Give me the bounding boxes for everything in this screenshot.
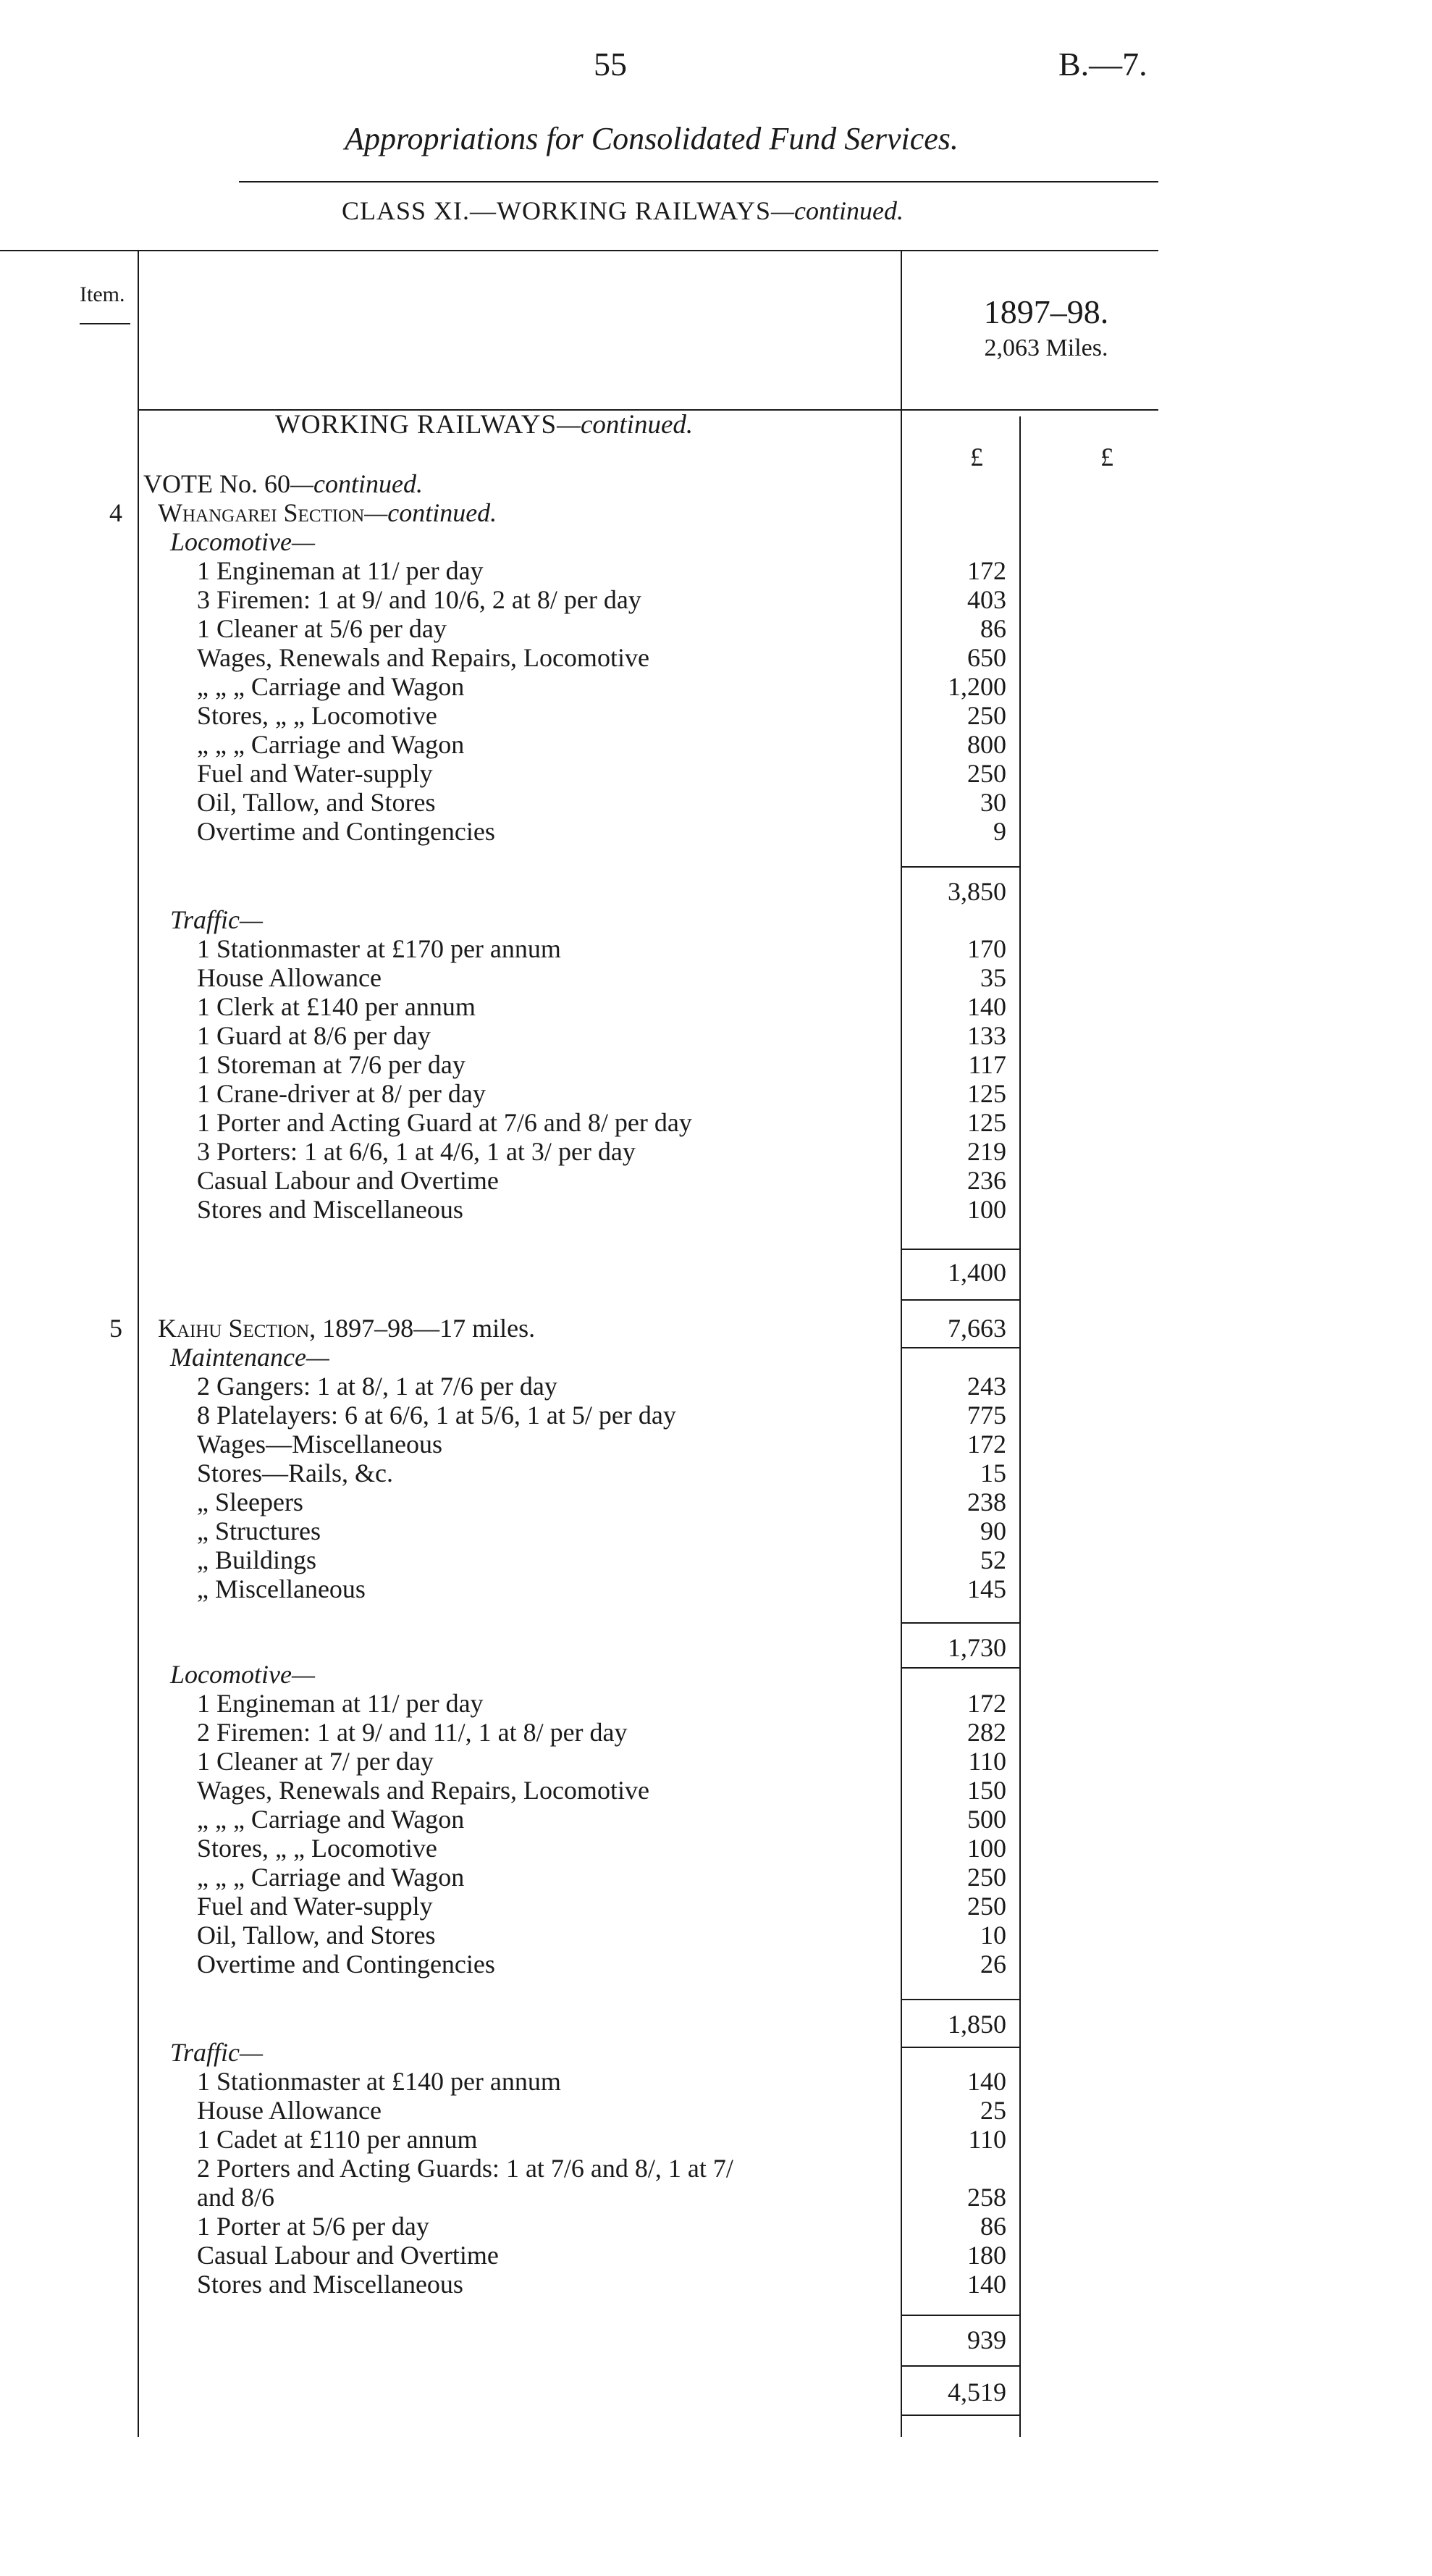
line-item — [0, 2183, 1432, 2212]
line-item-amount: 35 — [980, 963, 1006, 992]
line-item — [0, 1863, 1432, 1892]
whangarei-section-heading: 4 Whangarei Section—continued. — [0, 498, 1432, 527]
subtotal-rule — [902, 1249, 1019, 1250]
item-column-header: Item. — [80, 282, 125, 306]
line-item-amount: 117 — [968, 1050, 1006, 1079]
section-total: 7,663 — [948, 1314, 1006, 1343]
line-item-amount: 403 — [967, 585, 1006, 614]
line-item-label: Stores—Rails, &c. — [197, 1459, 393, 1488]
line-item — [0, 643, 1432, 672]
line-item-label: Oil, Tallow, and Stores — [197, 1921, 436, 1950]
line-item-label: „ Buildings — [197, 1545, 317, 1574]
line-item — [0, 934, 1432, 963]
line-item — [0, 2241, 1432, 2270]
line-item-label: „ „ „ Carriage and Wagon — [197, 672, 465, 701]
line-item — [0, 1834, 1432, 1863]
line-item-amount: 243 — [967, 1372, 1006, 1401]
subtotal-amount: 1,730 — [948, 1633, 1006, 1662]
line-item — [0, 1137, 1432, 1166]
line-item-label: 3 Porters: 1 at 6/6, 1 at 4/6, 1 at 3/ per day — [197, 1137, 636, 1166]
line-item-label: Wages, Renewals and Repairs, Locomotive — [197, 1776, 649, 1805]
subtotal-rule — [902, 2415, 1019, 2416]
line-item-amount: 9 — [993, 817, 1006, 846]
pound-sign-col1: £ — [970, 442, 983, 471]
line-item-amount: 250 — [967, 1863, 1006, 1892]
subtotal-rule — [902, 1622, 1019, 1624]
vote-line: VOTE No. 60—continued. — [143, 469, 423, 498]
kaihu-section-heading: 5 Kaihu Section, 1897–98—17 miles. 7,663 — [0, 1314, 1432, 1343]
line-item-label: Wages, Renewals and Repairs, Locomotive — [197, 643, 649, 672]
line-item-amount: 1,200 — [948, 672, 1006, 701]
line-item-amount: 250 — [967, 759, 1006, 788]
line-item-amount: 100 — [967, 1834, 1006, 1863]
line-item — [0, 2212, 1432, 2241]
line-item-label: 1 Porter at 5/6 per day — [197, 2212, 429, 2241]
line-item-amount: 650 — [967, 643, 1006, 672]
line-item-label: 1 Cadet at £110 per annum — [197, 2125, 478, 2154]
line-item — [0, 1166, 1432, 1195]
line-item-label: 1 Storeman at 7/6 per day — [197, 1050, 466, 1079]
line-item-amount: 172 — [967, 1430, 1006, 1459]
subtotal-rule — [902, 2365, 1019, 2367]
line-item-label: 3 Firemen: 1 at 9/ and 10/6, 2 at 8/ per day — [197, 585, 641, 614]
line-item-amount: 125 — [967, 1108, 1006, 1137]
line-item-amount: 170 — [967, 934, 1006, 963]
line-item-label: Overtime and Contingencies — [197, 1950, 495, 1979]
line-item — [0, 701, 1432, 730]
line-item-amount: 250 — [967, 1892, 1006, 1921]
line-item — [0, 1776, 1432, 1805]
line-item-label: 1 Cleaner at 7/ per day — [197, 1747, 434, 1776]
line-item — [0, 1892, 1432, 1921]
line-item — [0, 2154, 1432, 2183]
line-item — [0, 1689, 1432, 1718]
line-item-label: „ Miscellaneous — [197, 1574, 366, 1603]
line-item-amount: 238 — [967, 1488, 1006, 1516]
line-item — [0, 2125, 1432, 2154]
line-item — [0, 1079, 1432, 1108]
line-item-label: Casual Labour and Overtime — [197, 1166, 499, 1195]
line-item — [0, 788, 1432, 817]
line-item — [0, 614, 1432, 643]
line-item-amount: 180 — [967, 2241, 1006, 2270]
line-item-amount: 26 — [980, 1950, 1006, 1979]
line-item — [0, 1401, 1432, 1430]
year-column-header: 1897–98. — [983, 293, 1109, 330]
line-item-amount: 150 — [967, 1776, 1006, 1805]
class-heading: CLASS XI.—WORKING RAILWAYS—continued. — [341, 196, 904, 225]
subheading-maintenance: Maintenance— — [170, 1343, 329, 1372]
line-item-amount: 500 — [967, 1805, 1006, 1834]
line-item-amount: 172 — [967, 556, 1006, 585]
line-item-amount: 86 — [980, 614, 1006, 643]
subtotal-amount: 1,850 — [948, 2010, 1006, 2039]
line-item-label: 1 Clerk at £140 per annum — [197, 992, 476, 1021]
line-item-amount: 86 — [980, 2212, 1006, 2241]
pound-sign-col2: £ — [1100, 442, 1113, 471]
line-item-label: Oil, Tallow, and Stores — [197, 788, 436, 817]
page-number: 55 — [594, 46, 627, 83]
line-item — [0, 963, 1432, 992]
line-item — [0, 1747, 1432, 1776]
line-item-label: 1 Crane-driver at 8/ per day — [197, 1079, 486, 1108]
line-item-amount: 282 — [967, 1718, 1006, 1747]
subtotal-amount: 3,850 — [948, 877, 1006, 906]
subtotal-rule — [902, 1999, 1019, 2000]
miles-header: 2,063 Miles. — [984, 335, 1108, 361]
subtotal-amount: 1,400 — [948, 1258, 1006, 1287]
line-item-label: House Allowance — [197, 963, 382, 992]
title-rule — [239, 181, 1158, 182]
line-item — [0, 672, 1432, 701]
line-item-label: House Allowance — [197, 2096, 382, 2125]
line-item — [0, 1516, 1432, 1545]
line-item — [0, 585, 1432, 614]
line-item-label: „ Sleepers — [197, 1488, 303, 1516]
line-item — [0, 1372, 1432, 1401]
line-item-amount: 258 — [967, 2183, 1006, 2212]
line-item — [0, 730, 1432, 759]
line-item-label: Fuel and Water-supply — [197, 1892, 433, 1921]
item-header-rule — [80, 323, 130, 324]
line-item-label: 2 Porters and Acting Guards: 1 at 7/6 and 8/, 1 at 7/ — [197, 2154, 733, 2183]
line-item — [0, 2096, 1432, 2125]
line-item-label: „ „ „ Carriage and Wagon — [197, 1805, 465, 1834]
subtotal-rule — [902, 1299, 1019, 1301]
line-item-label: 2 Gangers: 1 at 8/, 1 at 7/6 per day — [197, 1372, 557, 1401]
line-item-label: Stores and Miscellaneous — [197, 1195, 463, 1224]
line-item — [0, 1108, 1432, 1137]
line-item — [0, 2270, 1432, 2299]
line-item — [0, 1021, 1432, 1050]
line-item-amount: 140 — [967, 2270, 1006, 2299]
line-item-amount: 110 — [968, 2125, 1006, 2154]
subtotal-rule — [902, 866, 1019, 868]
line-item-amount: 100 — [967, 1195, 1006, 1224]
line-item-amount: 140 — [967, 992, 1006, 1021]
line-item-amount: 30 — [980, 788, 1006, 817]
line-item-amount: 250 — [967, 701, 1006, 730]
line-item-amount: 110 — [968, 1747, 1006, 1776]
line-item — [0, 1195, 1432, 1224]
line-item-amount: 775 — [967, 1401, 1006, 1430]
section-heading: WORKING RAILWAYS—continued. — [275, 410, 694, 440]
line-item-label: 1 Engineman at 11/ per day — [197, 1689, 484, 1718]
line-item — [0, 759, 1432, 788]
line-item-amount: 236 — [967, 1166, 1006, 1195]
line-item — [0, 992, 1432, 1021]
line-item-label: and 8/6 — [197, 2183, 274, 2212]
line-item-label: 1 Guard at 8/6 per day — [197, 1021, 431, 1050]
line-item-amount: 90 — [980, 1516, 1006, 1545]
line-item — [0, 1488, 1432, 1516]
line-item-amount: 145 — [967, 1574, 1006, 1603]
line-item-label: 1 Cleaner at 5/6 per day — [197, 614, 447, 643]
line-item — [0, 2067, 1432, 2096]
line-item-label: Overtime and Contingencies — [197, 817, 495, 846]
line-item — [0, 1805, 1432, 1834]
line-item — [0, 1574, 1432, 1603]
grand-total-amount: 4,519 — [948, 2378, 1006, 2407]
line-item-label: 1 Stationmaster at £140 per annum — [197, 2067, 561, 2096]
subheading-traffic: Traffic— — [170, 905, 264, 934]
line-item-label: „ Structures — [197, 1516, 321, 1545]
line-item — [0, 1950, 1432, 1979]
line-item — [0, 1921, 1432, 1950]
line-item-amount: 140 — [967, 2067, 1006, 2096]
table-top-rule — [0, 250, 1158, 251]
line-item-amount: 125 — [967, 1079, 1006, 1108]
subheading-locomotive: Locomotive— — [170, 1660, 315, 1689]
subtotal-amount: 939 — [967, 2325, 1006, 2354]
line-item-label: „ „ „ Carriage and Wagon — [197, 730, 465, 759]
subtotal-rule — [902, 2315, 1019, 2316]
line-item-label: Wages—Miscellaneous — [197, 1430, 443, 1459]
line-item — [0, 1430, 1432, 1459]
line-item-amount: 10 — [980, 1921, 1006, 1950]
page-title: Appropriations for Consolidated Fund Services. — [345, 121, 959, 156]
line-item-label: 1 Engineman at 11/ per day — [197, 556, 484, 585]
line-item-label: Fuel and Water-supply — [197, 759, 433, 788]
line-item-amount: 800 — [967, 730, 1006, 759]
line-item-amount: 133 — [967, 1021, 1006, 1050]
line-item-label: Stores and Miscellaneous — [197, 2270, 463, 2299]
subheading-locomotive: Locomotive— — [170, 527, 315, 556]
line-item-label: 1 Porter and Acting Guard at 7/6 and 8/ per day — [197, 1108, 692, 1137]
line-item-label: 1 Stationmaster at £170 per annum — [197, 934, 561, 963]
line-item-amount: 15 — [980, 1459, 1006, 1488]
line-item-amount: 25 — [980, 2096, 1006, 2125]
line-item-label: 2 Firemen: 1 at 9/ and 11/, 1 at 8/ per day — [197, 1718, 628, 1747]
line-item-label: Stores, „ „ Locomotive — [197, 701, 437, 730]
item-number: 5 — [109, 1314, 122, 1343]
line-item — [0, 556, 1432, 585]
document-reference: B.—7. — [1058, 46, 1147, 83]
line-item-amount: 219 — [967, 1137, 1006, 1166]
line-item — [0, 1718, 1432, 1747]
line-item — [0, 1545, 1432, 1574]
subheading-traffic: Traffic— — [170, 2038, 264, 2067]
item-number: 4 — [109, 498, 122, 527]
line-item — [0, 817, 1432, 846]
line-item-label: Casual Labour and Overtime — [197, 2241, 499, 2270]
line-item-amount: 172 — [967, 1689, 1006, 1718]
line-item — [0, 1050, 1432, 1079]
line-item-label: Stores, „ „ Locomotive — [197, 1834, 437, 1863]
line-item — [0, 1459, 1432, 1488]
line-item-label: 8 Platelayers: 6 at 6/6, 1 at 5/6, 1 at 5/ per day — [197, 1401, 676, 1430]
line-item-amount: 52 — [980, 1545, 1006, 1574]
line-item-label: „ „ „ Carriage and Wagon — [197, 1863, 465, 1892]
